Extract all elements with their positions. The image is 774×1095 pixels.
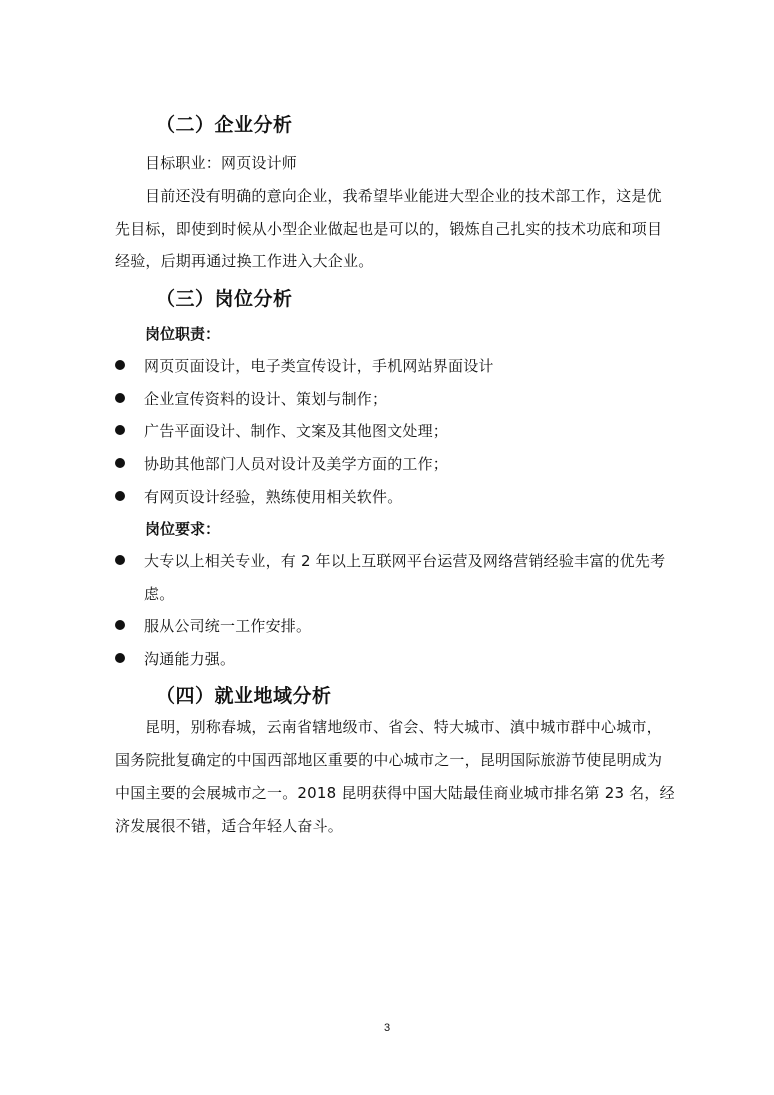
duty-item: 企业宣传资料的设计、策划与制作； — [144, 390, 388, 408]
duty-item: 网页页面设计，电子类宣传设计，手机网站界面设计 — [144, 357, 494, 375]
paragraph-line: 经验，后期再通过换工作进入大企业。 — [115, 252, 374, 270]
bullet-dot-icon — [115, 620, 125, 630]
paragraph-line: 国务院批复确定的中国西部地区重要的中心城市之一，昆明国际旅游节使昆明成为 — [115, 751, 663, 769]
paragraph-line: 先目标，即使到时候从小型企业做起也是可以的，锻炼自己扎实的技术功底和项目 — [115, 220, 663, 238]
paragraph-line: 昆明，别称春城，云南省辖地级市、省会、特大城市、滇中城市群中心城市， — [145, 718, 662, 736]
requirement-item: 服从公司统一工作安排。 — [144, 617, 312, 635]
duty-item: 有网页设计经验，熟练使用相关软件。 — [144, 488, 403, 506]
requirement-item-continuation: 虑。 — [144, 585, 175, 603]
page-number: 3 — [383, 1022, 391, 1034]
duties-subheading: 岗位职责： — [145, 325, 221, 343]
bullet-dot-icon — [115, 458, 125, 468]
duty-item: 协助其他部门人员对设计及美学方面的工作； — [144, 455, 449, 473]
bullet-dot-icon — [115, 425, 125, 435]
bullet-dot-icon — [115, 491, 125, 501]
paragraph-line: 目前还没有明确的意向企业，我希望毕业能进大型企业的技术部工作，这是优 — [145, 187, 662, 205]
paragraph-line: 中国主要的会展城市之一。2018 昆明获得中国大陆最佳商业城市排名第 23 名，经 — [115, 784, 675, 802]
bullet-dot-icon — [115, 393, 125, 403]
bullet-dot-icon — [115, 555, 125, 565]
paragraph-line: 济发展很不错，适合年轻人奋斗。 — [115, 817, 344, 835]
bullet-dot-icon — [115, 653, 125, 663]
duty-item: 广告平面设计、制作、文案及其他图文处理； — [144, 422, 449, 440]
section-heading-regional-analysis: （四）就业地域分析 — [156, 685, 332, 707]
section-heading-enterprise-analysis: （二）企业分析 — [156, 114, 293, 136]
requirement-item: 大专以上相关专业，有 2 年以上互联网平台运营及网络营销经验丰富的优先考 — [144, 552, 666, 570]
section-heading-position-analysis: （三）岗位分析 — [156, 288, 293, 310]
requirements-subheading: 岗位要求： — [145, 520, 221, 538]
requirement-item: 沟通能力强。 — [144, 650, 236, 668]
bullet-dot-icon — [115, 360, 125, 370]
target-career-line: 目标职业：网页设计师 — [145, 154, 298, 172]
